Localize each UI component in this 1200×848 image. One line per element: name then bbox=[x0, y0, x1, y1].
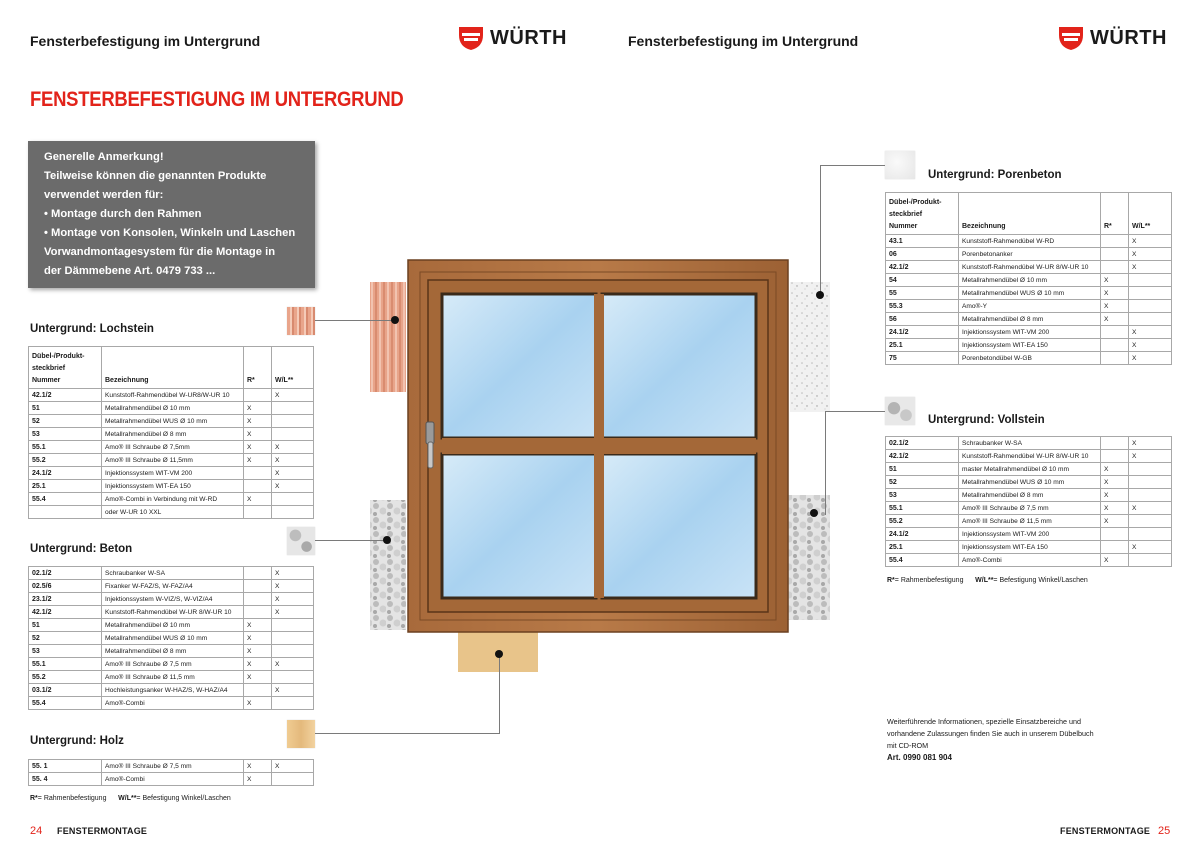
row-wl: X bbox=[1129, 541, 1172, 554]
row-r: X bbox=[244, 454, 272, 467]
row-number: 43.1 bbox=[886, 235, 959, 248]
row-number: 75 bbox=[886, 352, 959, 365]
row-r: X bbox=[1101, 502, 1129, 515]
porenbeton-connector-v bbox=[820, 165, 821, 295]
row-name: Metallrahmendübel Ø 10 mm bbox=[102, 402, 244, 415]
row-r: X bbox=[244, 402, 272, 415]
row-wl: X bbox=[1129, 450, 1172, 463]
row-r bbox=[244, 606, 272, 619]
row-number: 02.1/2 bbox=[886, 437, 959, 450]
table-row bbox=[29, 506, 314, 519]
holz-title: Untergrund: Holz bbox=[30, 735, 124, 747]
porenbeton-table bbox=[885, 192, 1172, 365]
right-footer-label: FENSTERMONTAGE bbox=[1060, 826, 1151, 836]
row-number: 51 bbox=[886, 463, 959, 476]
beton-swatch bbox=[287, 527, 315, 555]
row-name: Amo®-Y bbox=[959, 300, 1101, 313]
row-wl: X bbox=[272, 467, 314, 480]
table-row bbox=[29, 697, 314, 710]
row-r bbox=[1101, 326, 1129, 339]
table-row bbox=[29, 580, 314, 593]
row-name: Metallrahmendübel WUS Ø 10 mm bbox=[959, 476, 1101, 489]
row-number: 24.1/2 bbox=[886, 326, 959, 339]
row-name: Injektionssystem WIT-EA 150 bbox=[959, 541, 1101, 554]
table-row bbox=[886, 339, 1172, 352]
row-r: X bbox=[1101, 554, 1129, 567]
beton-title: Untergrund: Beton bbox=[30, 543, 133, 555]
note-line: Vorwandmontagesystem für die Montage in bbox=[44, 246, 276, 258]
row-name: Amo®-Combi bbox=[102, 773, 244, 786]
lochstein-wall-sample bbox=[370, 282, 406, 392]
row-name: Amo®-Combi bbox=[959, 554, 1101, 567]
table-row bbox=[29, 593, 314, 606]
row-number: 55.4 bbox=[29, 697, 102, 710]
row-wl: X bbox=[272, 593, 314, 606]
table-row bbox=[29, 428, 314, 441]
table-header-row bbox=[29, 347, 314, 389]
row-r bbox=[244, 467, 272, 480]
lochstein-marker bbox=[391, 316, 399, 324]
table-row bbox=[29, 773, 314, 786]
row-name: Schraubanker W-SA bbox=[102, 567, 244, 580]
logo-text: WÜRTH bbox=[490, 26, 567, 49]
row-name: Amo® III Schraube Ø 7,5mm bbox=[102, 441, 244, 454]
porenbeton-wall-sample bbox=[790, 282, 830, 412]
header-r: R* bbox=[244, 347, 272, 389]
note-line: • Montage von Konsolen, Winkeln und Laschen bbox=[44, 227, 296, 239]
row-name: Amo® III Schraube Ø 7,5 mm bbox=[102, 658, 244, 671]
row-wl: X bbox=[272, 454, 314, 467]
vollstein-connector-v bbox=[825, 411, 826, 515]
row-wl bbox=[1129, 554, 1172, 567]
header-name: Bezeichnung bbox=[102, 347, 244, 389]
table-row bbox=[29, 467, 314, 480]
row-name: Injektionssystem WIT-EA 150 bbox=[959, 339, 1101, 352]
row-number: 55.1 bbox=[29, 658, 102, 671]
row-r bbox=[1101, 235, 1129, 248]
row-r bbox=[1101, 528, 1129, 541]
table-row bbox=[886, 528, 1172, 541]
row-number: 02.1/2 bbox=[29, 567, 102, 580]
table-row bbox=[886, 463, 1172, 476]
further-info: Weiterführende Informationen, spezielle Einsatzbereiche und vorhandene Zulassungen finden Sie auch in unserem Dübelbuch mit CD-ROM Art. 0990 081 904 bbox=[887, 717, 1094, 762]
row-name: Kunststoff-Rahmendübel W-UR 8/W-UR 10 bbox=[959, 450, 1101, 463]
row-name: Amo® III Schraube Ø 7,5 mm bbox=[959, 502, 1101, 515]
row-r: X bbox=[244, 645, 272, 658]
row-wl bbox=[272, 645, 314, 658]
row-number: 54 bbox=[886, 274, 959, 287]
right-page-number: 25 bbox=[1158, 825, 1171, 837]
row-name: master Metallrahmendübel Ø 10 mm bbox=[959, 463, 1101, 476]
header-name: Bezeichnung bbox=[959, 193, 1101, 235]
table-row bbox=[29, 606, 314, 619]
row-name: Kunststoff-Rahmendübel W-RD bbox=[959, 235, 1101, 248]
row-r bbox=[244, 684, 272, 697]
row-r bbox=[1101, 437, 1129, 450]
table-row bbox=[29, 402, 314, 415]
row-r bbox=[1101, 450, 1129, 463]
row-name: Metallrahmendübel WUS Ø 10 mm bbox=[959, 287, 1101, 300]
row-r: X bbox=[244, 773, 272, 786]
row-r bbox=[1101, 352, 1129, 365]
row-name: Metallrahmendübel Ø 8 mm bbox=[102, 645, 244, 658]
row-name: Fixanker W-FAZ/S, W-FAZ/A4 bbox=[102, 580, 244, 593]
window-illustration bbox=[330, 250, 870, 720]
row-number: 55.4 bbox=[29, 493, 102, 506]
table-row bbox=[29, 454, 314, 467]
row-r bbox=[1101, 339, 1129, 352]
row-r bbox=[244, 506, 272, 519]
row-wl: X bbox=[272, 567, 314, 580]
row-number: 55.2 bbox=[29, 671, 102, 684]
lochstein-swatch bbox=[287, 307, 315, 335]
row-r: X bbox=[1101, 476, 1129, 489]
legend-right: R*= Rahmenbefestigung W/L**= Befestigung Winkel/Laschen bbox=[887, 577, 1088, 584]
row-wl bbox=[1129, 313, 1172, 326]
row-number: 53 bbox=[29, 428, 102, 441]
row-number: 24.1/2 bbox=[29, 467, 102, 480]
header-r: R* bbox=[1101, 193, 1129, 235]
table-row bbox=[29, 567, 314, 580]
table-row bbox=[886, 352, 1172, 365]
row-number: 52 bbox=[29, 415, 102, 428]
row-number bbox=[29, 506, 102, 519]
table-row bbox=[886, 274, 1172, 287]
row-name: Kunststoff-Rahmendübel W-UR8/W-UR 10 bbox=[102, 389, 244, 402]
header-wl: W/L** bbox=[1129, 193, 1172, 235]
table-row bbox=[29, 415, 314, 428]
table-row bbox=[886, 287, 1172, 300]
row-name: Schraubanker W-SA bbox=[959, 437, 1101, 450]
row-wl: X bbox=[1129, 261, 1172, 274]
row-wl: X bbox=[1129, 248, 1172, 261]
row-name: Metallrahmendübel Ø 8 mm bbox=[959, 313, 1101, 326]
row-name: Metallrahmendübel WUS Ø 10 mm bbox=[102, 415, 244, 428]
left-page-number: 24 bbox=[30, 825, 43, 837]
row-number: 25.1 bbox=[886, 541, 959, 554]
table-row bbox=[29, 480, 314, 493]
right-header-title: Fensterbefestigung im Untergrund bbox=[628, 33, 859, 49]
row-wl: X bbox=[1129, 339, 1172, 352]
row-number: 23.1/2 bbox=[29, 593, 102, 606]
table-row bbox=[29, 441, 314, 454]
header-wl: W/L** bbox=[272, 347, 314, 389]
row-wl: X bbox=[1129, 437, 1172, 450]
row-wl: X bbox=[1129, 352, 1172, 365]
row-number: 51 bbox=[29, 619, 102, 632]
row-name: Injektionssystem WIT-VM 200 bbox=[959, 528, 1101, 541]
table-row bbox=[886, 326, 1172, 339]
row-number: 06 bbox=[886, 248, 959, 261]
row-name: Metallrahmendübel Ø 8 mm bbox=[102, 428, 244, 441]
table-row bbox=[29, 389, 314, 402]
row-wl bbox=[272, 428, 314, 441]
row-wl bbox=[272, 506, 314, 519]
row-r: X bbox=[1101, 515, 1129, 528]
table-row bbox=[886, 554, 1172, 567]
row-wl: X bbox=[272, 760, 314, 773]
row-name: Kunststoff-Rahmendübel W-UR 8/W-UR 10 bbox=[959, 261, 1101, 274]
vollstein-table bbox=[885, 436, 1172, 567]
row-name: Injektionssystem WIT-VM 200 bbox=[959, 326, 1101, 339]
row-wl: X bbox=[272, 480, 314, 493]
row-wl bbox=[1129, 476, 1172, 489]
holz-connector-v bbox=[499, 654, 500, 734]
row-name: Amo®-Combi in Verbindung mit W-RD bbox=[102, 493, 244, 506]
row-wl: X bbox=[272, 684, 314, 697]
row-name: Injektionssystem WIT-EA 150 bbox=[102, 480, 244, 493]
header-number: Dübel-/Produkt- steckbrief Nummer bbox=[886, 193, 959, 235]
row-number: 25.1 bbox=[29, 480, 102, 493]
row-wl: X bbox=[272, 580, 314, 593]
table-header-row bbox=[886, 193, 1172, 235]
row-r: X bbox=[244, 760, 272, 773]
wurth-logo-icon bbox=[1058, 25, 1084, 51]
note-line: Teilweise können die genannten Produkte bbox=[44, 170, 267, 182]
row-wl: X bbox=[272, 658, 314, 671]
row-r: X bbox=[244, 441, 272, 454]
table-row bbox=[29, 658, 314, 671]
row-number: 42.1/2 bbox=[29, 389, 102, 402]
row-number: 42.1/2 bbox=[886, 261, 959, 274]
row-r bbox=[244, 593, 272, 606]
row-wl bbox=[272, 619, 314, 632]
row-r bbox=[1101, 248, 1129, 261]
left-header-title: Fensterbefestigung im Untergrund bbox=[30, 33, 261, 49]
table-row bbox=[29, 684, 314, 697]
row-number: 55 bbox=[886, 287, 959, 300]
table-row bbox=[29, 632, 314, 645]
row-wl bbox=[1129, 300, 1172, 313]
note-line: • Montage durch den Rahmen bbox=[44, 208, 202, 220]
row-number: 55.1 bbox=[29, 441, 102, 454]
row-name: Amo® III Schraube Ø 11,5 mm bbox=[102, 671, 244, 684]
row-wl: X bbox=[272, 389, 314, 402]
row-r bbox=[244, 389, 272, 402]
row-wl bbox=[1129, 287, 1172, 300]
table-row bbox=[29, 645, 314, 658]
note-line: verwendet werden für: bbox=[44, 189, 164, 201]
row-wl bbox=[272, 402, 314, 415]
table-row bbox=[29, 493, 314, 506]
row-number: 55. 1 bbox=[29, 760, 102, 773]
row-name: Amo® III Schraube Ø 7,5 mm bbox=[102, 760, 244, 773]
row-name: Kunststoff-Rahmendübel W-UR 8/W-UR 10 bbox=[102, 606, 244, 619]
row-r: X bbox=[1101, 274, 1129, 287]
row-r: X bbox=[1101, 489, 1129, 502]
row-r: X bbox=[1101, 287, 1129, 300]
porenbeton-swatch bbox=[885, 151, 915, 179]
row-r: X bbox=[244, 619, 272, 632]
porenbeton-connector-h bbox=[820, 165, 885, 166]
general-note-box bbox=[28, 141, 315, 288]
row-name: Amo®-Combi bbox=[102, 697, 244, 710]
row-name: Hochleistungsanker W-HAZ/S, W-HAZ/A4 bbox=[102, 684, 244, 697]
beton-marker bbox=[383, 536, 391, 544]
table-row bbox=[886, 300, 1172, 313]
row-name: Porenbetondübel W-GB bbox=[959, 352, 1101, 365]
row-number: 51 bbox=[29, 402, 102, 415]
row-name: Metallrahmendübel Ø 10 mm bbox=[959, 274, 1101, 287]
row-wl bbox=[272, 697, 314, 710]
row-r bbox=[244, 580, 272, 593]
row-r: X bbox=[1101, 300, 1129, 313]
row-r: X bbox=[1101, 463, 1129, 476]
article-number: Art. 0990 081 904 bbox=[887, 753, 952, 762]
beton-wall-sample bbox=[370, 500, 406, 630]
table-row bbox=[886, 261, 1172, 274]
table-row bbox=[29, 760, 314, 773]
table-row bbox=[886, 437, 1172, 450]
logo-text: WÜRTH bbox=[1090, 26, 1167, 49]
table-row bbox=[886, 502, 1172, 515]
row-r: X bbox=[244, 658, 272, 671]
row-r: X bbox=[244, 428, 272, 441]
vollstein-swatch bbox=[885, 397, 915, 425]
holz-table bbox=[28, 759, 314, 786]
holz-connector-h bbox=[315, 733, 499, 734]
beton-table bbox=[28, 566, 314, 710]
table-row bbox=[886, 235, 1172, 248]
right-wurth-logo bbox=[1058, 25, 1167, 51]
table-row bbox=[29, 619, 314, 632]
lochstein-table bbox=[28, 346, 314, 519]
row-r: X bbox=[244, 493, 272, 506]
row-wl bbox=[1129, 489, 1172, 502]
row-r: X bbox=[244, 697, 272, 710]
table-row bbox=[29, 671, 314, 684]
table-row bbox=[886, 489, 1172, 502]
table-row bbox=[886, 541, 1172, 554]
row-number: 55.1 bbox=[886, 502, 959, 515]
row-name: Porenbetonanker bbox=[959, 248, 1101, 261]
note-line: der Dämmebene Art. 0479 733 ... bbox=[44, 265, 216, 277]
row-wl bbox=[272, 671, 314, 684]
row-number: 42.1/2 bbox=[886, 450, 959, 463]
row-wl: X bbox=[1129, 326, 1172, 339]
row-r: X bbox=[244, 415, 272, 428]
table-row bbox=[886, 476, 1172, 489]
row-r: X bbox=[244, 632, 272, 645]
vollstein-marker bbox=[810, 509, 818, 517]
header-number: Dübel-/Produkt- steckbrief Nummer bbox=[29, 347, 102, 389]
row-wl: X bbox=[272, 606, 314, 619]
row-wl: X bbox=[272, 441, 314, 454]
porenbeton-title: Untergrund: Porenbeton bbox=[928, 169, 1062, 181]
row-wl bbox=[272, 493, 314, 506]
row-number: 55. 4 bbox=[29, 773, 102, 786]
left-footer-label: FENSTERMONTAGE bbox=[57, 826, 148, 836]
vollstein-wall-sample bbox=[785, 495, 830, 620]
row-name: Metallrahmendübel Ø 8 mm bbox=[959, 489, 1101, 502]
porenbeton-marker bbox=[816, 291, 824, 299]
row-r bbox=[244, 567, 272, 580]
row-number: 42.1/2 bbox=[29, 606, 102, 619]
legend-left: R*= Rahmenbefestigung W/L**= Befestigung Winkel/Laschen bbox=[30, 795, 231, 802]
row-number: 56 bbox=[886, 313, 959, 326]
row-wl bbox=[1129, 463, 1172, 476]
left-wurth-logo bbox=[458, 25, 567, 51]
row-r bbox=[1101, 541, 1129, 554]
row-number: 24.1/2 bbox=[886, 528, 959, 541]
row-wl bbox=[1129, 528, 1172, 541]
table-row bbox=[886, 450, 1172, 463]
row-r: X bbox=[244, 671, 272, 684]
vollstein-title: Untergrund: Vollstein bbox=[928, 414, 1045, 426]
row-r: X bbox=[1101, 313, 1129, 326]
row-number: 55.3 bbox=[886, 300, 959, 313]
row-number: 52 bbox=[29, 632, 102, 645]
row-name: Metallrahmendübel Ø 10 mm bbox=[102, 619, 244, 632]
wurth-logo-icon bbox=[458, 25, 484, 51]
row-r bbox=[244, 480, 272, 493]
lochstein-connector bbox=[315, 320, 395, 321]
row-wl bbox=[272, 773, 314, 786]
table-row bbox=[886, 248, 1172, 261]
row-name: Injektionssystem W-VIZ/S, W-VIZ/A4 bbox=[102, 593, 244, 606]
row-wl bbox=[272, 632, 314, 645]
row-r bbox=[1101, 261, 1129, 274]
holz-swatch bbox=[287, 720, 315, 748]
table-row bbox=[886, 313, 1172, 326]
row-name: Metallrahmendübel WUS Ø 10 mm bbox=[102, 632, 244, 645]
vollstein-connector-h bbox=[825, 411, 885, 412]
row-name: Injektionssystem WIT-VM 200 bbox=[102, 467, 244, 480]
table-row bbox=[886, 515, 1172, 528]
row-number: 53 bbox=[886, 489, 959, 502]
row-name: oder W-UR 10 XXL bbox=[102, 506, 244, 519]
row-wl bbox=[1129, 515, 1172, 528]
row-wl bbox=[1129, 274, 1172, 287]
row-number: 03.1/2 bbox=[29, 684, 102, 697]
row-wl: X bbox=[1129, 235, 1172, 248]
page-title: FENSTERBEFESTIGUNG IM UNTERGRUND bbox=[30, 88, 404, 111]
row-wl: X bbox=[1129, 502, 1172, 515]
row-number: 02.5/6 bbox=[29, 580, 102, 593]
row-number: 55.2 bbox=[886, 515, 959, 528]
lochstein-title: Untergrund: Lochstein bbox=[30, 323, 154, 335]
row-number: 53 bbox=[29, 645, 102, 658]
row-wl bbox=[272, 415, 314, 428]
note-line: Generelle Anmerkung! bbox=[44, 151, 164, 163]
row-name: Amo® III Schraube Ø 11,5 mm bbox=[959, 515, 1101, 528]
row-number: 25.1 bbox=[886, 339, 959, 352]
beton-connector bbox=[315, 540, 387, 541]
row-number: 52 bbox=[886, 476, 959, 489]
row-name: Amo® III Schraube Ø 11,5mm bbox=[102, 454, 244, 467]
row-number: 55.2 bbox=[29, 454, 102, 467]
row-number: 55.4 bbox=[886, 554, 959, 567]
holz-marker bbox=[495, 650, 503, 658]
